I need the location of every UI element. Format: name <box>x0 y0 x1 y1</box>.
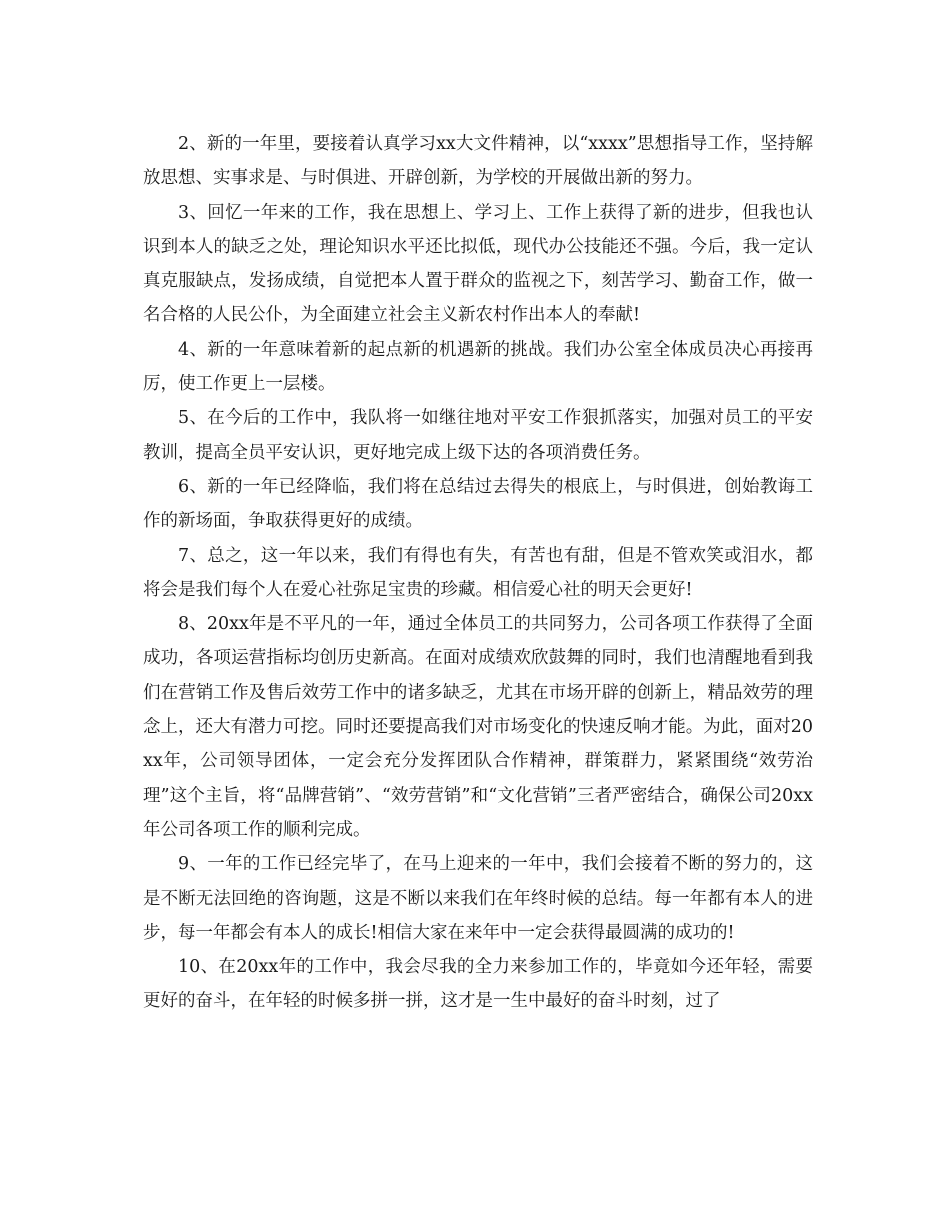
paragraph-6: 6、新的一年已经降临，我们将在总结过去得失的根底上，与时俱进，创始教诲工作的新场面，争取获得更好的成绩。 <box>143 476 813 532</box>
paragraph-9: 9、一年的工作已经完毕了，在马上迎来的一年中，我们会接着不断的努力的，这是不断无法回绝的咨询题，这是不断以来我们在年终时候的总结。每一年都有本人的进步，每一年都会有本人的成长!相信大家在来年中一定会获得最圆满的成功的! <box>143 854 813 943</box>
paragraph-2: 2、新的一年里，要接着认真学习xx大文件精神，以“xxxx”思想指导工作，坚持解放思想、实事求是、与时俱进、开辟创新，为学校的开展做出新的努力。 <box>143 134 813 189</box>
document-body <box>143 127 813 1019</box>
paragraph-8: 8、20xx年是不平凡的一年，通过全体员工的共同努力，公司各项工作获得了全面成功，各项运营指标均创历史新高。在面对成绩欢欣鼓舞的同时，我们也清醒地看到我们在营销工作及售后效劳工作中的诸多缺乏，尤其在市场开辟的创新上，精品效劳的理念上，还大有潜力可挖。同时还要提高我们对市场变化的快速反响才能。为此，面对20xx年，公司领导团体，一定会充分发挥团队合作精神，群策群力，紧紧围绕“效劳治理”这个主旨，将“品牌营销”、“效劳营销”和“文化营销”三者严密结合，确保公司20xx年公司各项工作的顺利完成。 <box>143 614 813 840</box>
paragraph-3: 3、回忆一年来的工作，我在思想上、学习上、工作上获得了新的进步，但我也认识到本人的缺乏之处，理论知识水平还比拟低，现代办公技能还不强。今后，我一定认真克服缺点，发扬成绩，自觉把本人置于群众的监视之下，刻苦学习、勤奋工作，做一名合格的人民公仆，为全面建立社会主义新农村作出本人的奉献! <box>143 202 813 326</box>
paragraph-4: 4、新的一年意味着新的起点新的机遇新的挑战。我们办公室全体成员决心再接再厉，使工作更上一层楼。 <box>143 339 813 395</box>
paragraph-5: 5、在今后的工作中，我队将一如继往地对平安工作狠抓落实，加强对员工的平安教训，提高全员平安认识，更好地完成上级下达的各项消费任务。 <box>143 408 813 463</box>
paragraph-7: 7、总之，这一年以来，我们有得也有失，有苦也有甜，但是不管欢笑或泪水，都将会是我们每个人在爱心社弥足宝贵的珍藏。相信爱心社的明天会更好! <box>143 545 813 600</box>
paragraph-10: 10、在20xx年的工作中，我会尽我的全力来参加工作的，毕竟如今还年轻，需要更好的奋斗，在年轻的时候多拼一拼，这才是一生中最好的奋斗时刻，过了 <box>143 957 813 1012</box>
